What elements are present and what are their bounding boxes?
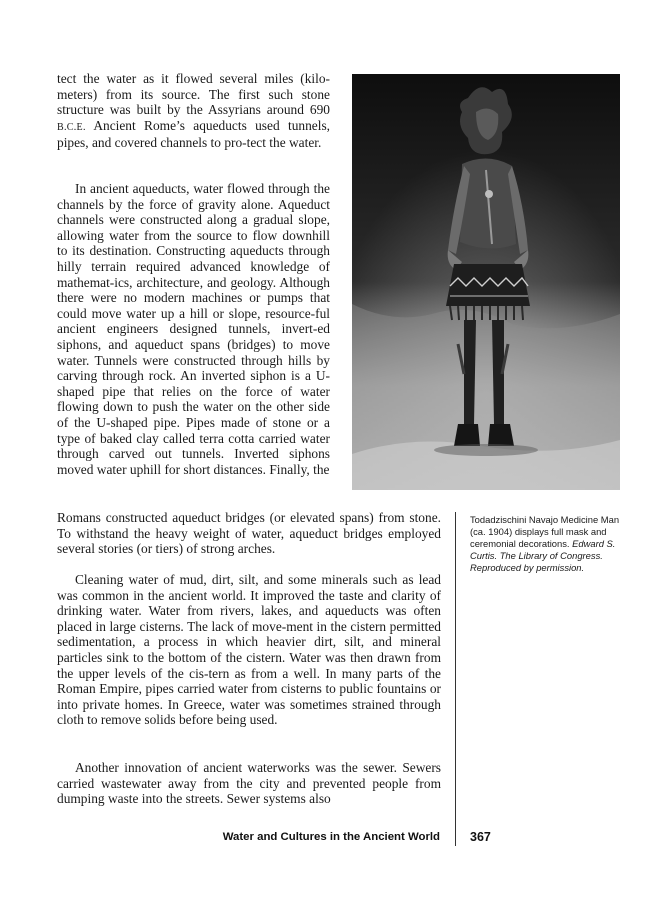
photo-illustration xyxy=(352,74,620,490)
era-abbreviation: B.C.E. xyxy=(57,121,86,133)
page-number: 367 xyxy=(470,830,491,844)
photo-caption xyxy=(470,514,620,574)
paragraph-1 xyxy=(57,71,330,151)
running-footer-title: Water and Cultures in the Ancient World xyxy=(222,831,440,843)
paragraph-1-text-b: Ancient Rome’s aqueducts used tunnels, pipes, and covered channels to pro-tect the water. xyxy=(57,117,330,151)
medicine-man-photo xyxy=(352,74,620,490)
paragraph-3: Cleaning water of mud, dirt, silt, and some minerals such as lead was common in the ancient world. It improved the taste and clarity of drinking water. Water from rivers, lakes, and aqueducts was often placed in large cisterns. The lack of move-ment in the cistern permitted sedimentation, a process in which heavier dirt, silt, and mineral particles sink to the bottom of the cistern. Water was then drawn from the upper levels of the cis-tern as from a well. In many parts of the Roman Empire, pipes carried water from cisterns to public fountains or into private homes. In Greece, water was sometimes strained through cloth to remove solids before being used. xyxy=(57,572,441,728)
paragraph-1-text-a: tect the water as it flowed several miles (kilo-meters) from its source. The first such stone structure was built by the Assyrians around 690 xyxy=(57,71,330,118)
caption-divider xyxy=(455,512,456,846)
paragraph-4: Another innovation of ancient waterworks was the sewer. Sewers carried wastewater away from the city and prevented people from dumping waste into the streets. Sewer systems also xyxy=(57,760,441,807)
paragraph-2-narrow: In ancient aqueducts, water flowed through the channels by the force of gravity alone. Aqueduct channels were constructed along a gradual slope, allowing water from the source to flow downhill to its destination. Constructing aqueducts through hilly terrain required advanced knowledge of mathemat-ics, architecture, and geology. Although there were no modern machines or pumps that could move water up a hill or slope, resource-ful ancient engineers designed tunnels, invert-ed siphons, and aqueduct spans (bridges) to move water. Tunnels were constructed through hills by carving through rock. An inverted siphon is a U-shaped pipe that relies on the force of water flowing down to push the water on the other side of the U-shaped pipe. Pipes made of stone or a type of baked clay called terra cotta carried water through carved out tunnels. Inverted siphons moved water uphill for short distances. Finally, the xyxy=(57,181,330,477)
caption-text: Todadzischini Navajo Medicine Man (ca. 1904) displays full mask and ceremonial decorations. xyxy=(470,514,620,549)
caption-credit: Edward S. Curtis. The Library of Congress. Reproduced by permission. xyxy=(470,538,616,573)
paragraph-2-wide: Romans constructed aqueduct bridges (or elevated spans) from stone. To withstand the heavy weight of water, aqueduct bridges employed several stories (or tiers) of strong arches. xyxy=(57,510,441,557)
